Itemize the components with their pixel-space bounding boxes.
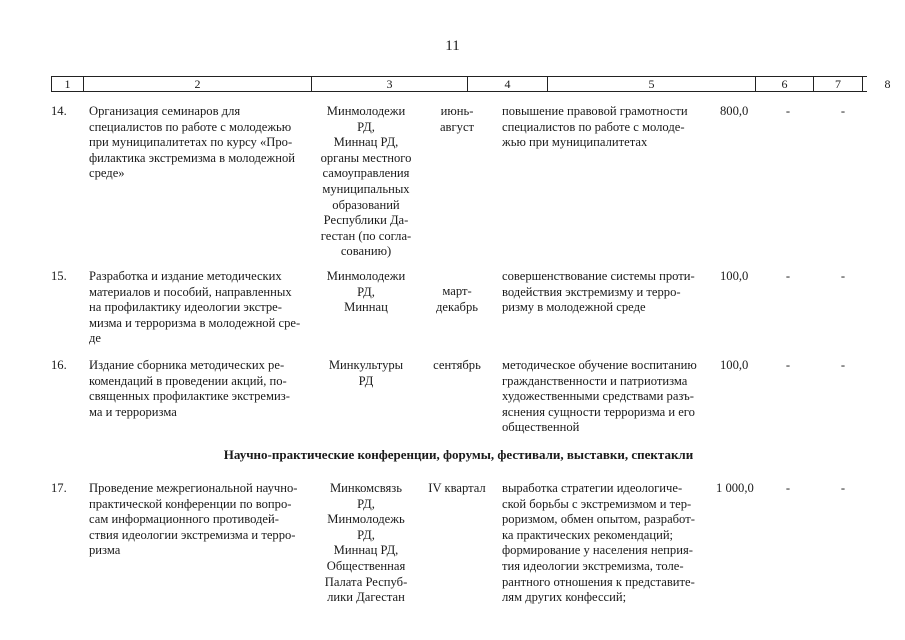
col-7-value: - bbox=[785, 358, 791, 372]
funding-amount: 1 000,0 bbox=[716, 481, 754, 495]
page-number: 11 bbox=[445, 38, 460, 54]
event-name-line: специалистов по работе с молодежью bbox=[89, 119, 292, 134]
result-line: художественными средствами разъ- bbox=[502, 389, 694, 404]
result-line: ка практических рекомендаций; bbox=[502, 527, 674, 542]
org-line: Миннац bbox=[344, 300, 388, 315]
result-line: гражданственности и патриотизма bbox=[502, 373, 688, 388]
expected-result bbox=[502, 358, 704, 436]
term-line: август bbox=[439, 119, 475, 134]
event-name-line: среде» bbox=[89, 166, 125, 181]
event-name-line: при муниципалитетах по курсу «Про- bbox=[89, 135, 293, 150]
responsible-org bbox=[311, 358, 421, 389]
row-number: 16. bbox=[51, 358, 67, 372]
event-name-line: ма и терроризма bbox=[89, 404, 177, 419]
result-line: рантного отношения к представите- bbox=[502, 574, 695, 589]
term bbox=[418, 284, 496, 315]
header-col-2: 2 bbox=[84, 77, 312, 91]
col-7-value: - bbox=[785, 269, 791, 283]
expected-result bbox=[502, 104, 704, 151]
row-number: 17. bbox=[51, 481, 67, 495]
responsible-org bbox=[311, 269, 421, 316]
org-line: Республики Да- bbox=[323, 213, 409, 228]
result-line: жью при муниципалитетах bbox=[502, 135, 648, 150]
event-name bbox=[89, 269, 311, 347]
col-8-value: - bbox=[840, 104, 846, 118]
event-name-line: сам информационного противодей- bbox=[89, 512, 279, 527]
result-line: водействия экстремизму и терро- bbox=[502, 284, 681, 299]
org-line: Минмолодежи bbox=[326, 104, 406, 118]
org-line: Минкультуры bbox=[328, 358, 404, 372]
event-name-line: Издание сборника методических ре- bbox=[89, 358, 285, 372]
funding-amount: 800,0 bbox=[720, 104, 749, 118]
result-line: повышение правовой грамотности bbox=[502, 104, 688, 118]
org-line: гестан (по согла- bbox=[320, 228, 412, 243]
org-line: Минкомсвязь bbox=[329, 481, 403, 495]
org-line: образований bbox=[332, 197, 400, 212]
responsible-org bbox=[311, 481, 421, 606]
event-name bbox=[89, 358, 311, 420]
term bbox=[418, 104, 496, 135]
org-line: Минмолодежь bbox=[327, 512, 405, 527]
responsible-org bbox=[311, 104, 421, 260]
header-col-5: 5 bbox=[548, 77, 756, 91]
event-name-line: мизма и терроризма в молодежной сре- bbox=[89, 315, 301, 330]
event-name-line: материалов и пособий, направленных bbox=[89, 284, 292, 299]
funding-amount: 100,0 bbox=[720, 269, 749, 283]
org-line: РД, bbox=[357, 527, 375, 542]
header-col-1: 1 bbox=[52, 77, 84, 91]
term bbox=[418, 481, 496, 497]
event-name bbox=[89, 481, 311, 559]
result-line: лям других конфессий; bbox=[502, 590, 627, 605]
header-col-3: 3 bbox=[312, 77, 468, 91]
org-line: Общественная bbox=[326, 558, 406, 573]
term-line: сентябрь bbox=[433, 358, 481, 372]
org-line: сованию) bbox=[340, 244, 392, 259]
event-name-line: Организация семинаров для bbox=[89, 104, 241, 118]
result-line: общественной bbox=[502, 420, 580, 435]
header-col-8: 8 bbox=[863, 77, 905, 91]
funding-amount: 100,0 bbox=[720, 358, 749, 372]
term bbox=[418, 358, 496, 374]
col-8-value: - bbox=[840, 269, 846, 283]
term-line: декабрь bbox=[436, 299, 478, 314]
org-line: РД, bbox=[357, 284, 375, 299]
event-name-line: комендаций в проведении акций, по- bbox=[89, 373, 287, 388]
result-line: ризму в молодежной среде bbox=[502, 300, 646, 315]
term-line: IV квартал bbox=[428, 481, 486, 495]
event-name-line: де bbox=[89, 331, 101, 346]
event-name-line: ствия идеологии экстремизма и терро- bbox=[89, 527, 296, 542]
event-name-line: практической конференции по вопро- bbox=[89, 496, 292, 511]
header-col-4: 4 bbox=[468, 77, 548, 91]
row-number: 15. bbox=[51, 269, 67, 283]
org-line: самоуправления bbox=[322, 166, 410, 181]
result-line: специалистов по работе с молоде- bbox=[502, 119, 685, 134]
org-line: РД, bbox=[357, 119, 375, 134]
org-line: органы местного bbox=[320, 150, 412, 165]
org-line: Миннац РД, bbox=[333, 135, 399, 150]
header-col-7: 7 bbox=[814, 77, 863, 91]
org-line: лики Дагестан bbox=[327, 590, 405, 605]
event-name bbox=[89, 104, 311, 182]
section-title: Научно-практические конференции, форумы, фестивали, выставки, спектакли bbox=[223, 447, 694, 462]
org-line: РД, bbox=[357, 496, 375, 511]
term-line: июнь- bbox=[440, 104, 474, 118]
org-line: Палата Респуб- bbox=[324, 574, 408, 589]
result-line: методическое обучение воспитанию bbox=[502, 358, 697, 372]
event-name-line: Проведение межрегиональной научно- bbox=[89, 481, 298, 495]
result-line: выработка стратегии идеологиче- bbox=[502, 481, 683, 495]
col-8-value: - bbox=[840, 481, 846, 495]
org-line: РД bbox=[358, 373, 374, 388]
header-col-6: 6 bbox=[756, 77, 814, 91]
org-line: Минмолодежи bbox=[326, 269, 406, 283]
col-7-value: - bbox=[785, 104, 791, 118]
result-line: формирование у населения неприя- bbox=[502, 543, 693, 558]
event-name-line: Разработка и издание методических bbox=[89, 269, 282, 283]
event-name-line: на профилактику идеологии экстре- bbox=[89, 300, 282, 315]
table-header bbox=[51, 76, 891, 92]
col-7-value: - bbox=[785, 481, 791, 495]
result-line: ской борьбы с экстремизмом и тер- bbox=[502, 496, 692, 511]
result-line: тия идеологии экстремизма, толе- bbox=[502, 558, 684, 573]
col-8-value: - bbox=[840, 358, 846, 372]
result-line: роризмом, обмен опытом, разработ- bbox=[502, 512, 695, 527]
org-line: Миннац РД, bbox=[333, 543, 399, 558]
row-number: 14. bbox=[51, 104, 67, 118]
event-name-line: священных профилактике экстремиз- bbox=[89, 389, 290, 404]
expected-result bbox=[502, 481, 704, 606]
result-line: яснения сущности терроризма и его bbox=[502, 404, 695, 419]
org-line: муниципальных bbox=[322, 181, 410, 196]
event-name-line: ризма bbox=[89, 543, 121, 558]
expected-result bbox=[502, 269, 704, 316]
term-line: март- bbox=[442, 284, 472, 298]
result-line: совершенствование системы проти- bbox=[502, 269, 695, 283]
event-name-line: филактика экстремизма в молодежной bbox=[89, 150, 295, 165]
